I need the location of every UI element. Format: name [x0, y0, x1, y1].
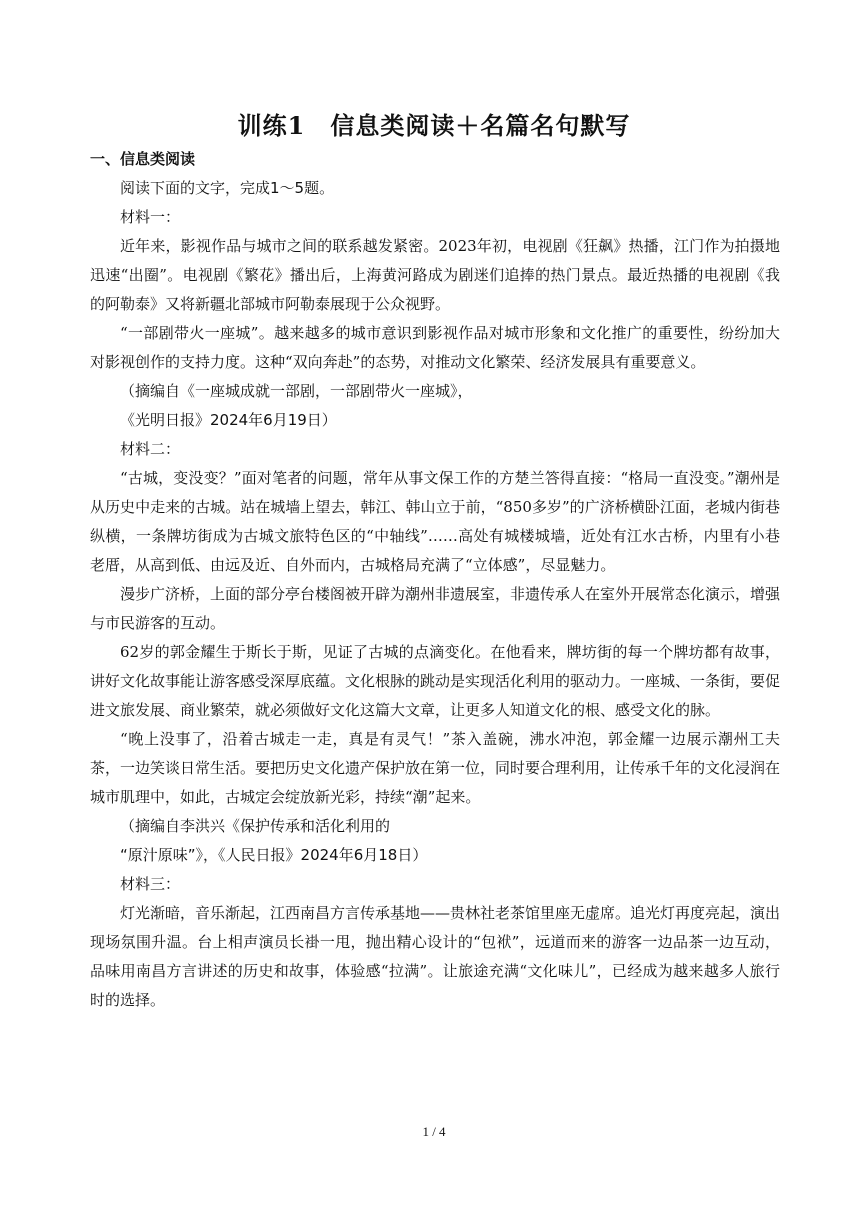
material2-source: “原汁原味”》，《人民日报》2024年6月18日） — [120, 846, 428, 864]
material3-label: 材料三： — [120, 875, 181, 893]
material1-paragraph: “一部剧带火一座城”。越来越多的城市意识到影视作品对城市形象和文化推广的重要性，纷纷加大对影视创作的支持力度。这种“双向奔赴”的态势，对推动文化繁荣、经济发展具有重要意义。 — [90, 324, 780, 371]
material1-label: 材料一： — [120, 208, 181, 226]
material3-paragraph: 灯光渐暗，音乐渐起，江西南昌方言传承基地——贵林社老茶馆里座无虚席。追光灯再度亮起，演出现场氛围升温。台上相声演员长褂一甩，抛出精心设计的“包袱”，远道而来的游客一边品茶一边互动，品味用南昌方言讲述的历史和故事，体验感“拉满”。让旅途充满“文化味儿”，已经成为越来越多人旅行时的选择。 — [90, 904, 781, 1009]
document-body — [90, 174, 780, 1015]
material2-paragraph: 62岁的郭金耀生于斯长于斯，见证了古城的点滴变化。在他看来，牌坊街的每一个牌坊都有故事，讲好文化故事能让游客感受深厚底蕴。文化根脉的跳动是实现活化利用的驱动力。一座城、一条街，要促进文旅发展、商业繁荣，就必须做好文化这篇大文章，让更多人知道文化的根、感受文化的脉。 — [90, 643, 781, 719]
page-number: 1 / 4 — [422, 1124, 446, 1139]
material1-paragraph: 近年来，影视作品与城市之间的联系越发紧密。2023年初，电视剧《狂飙》热播，江门作为拍摄地迅速“出圈”。电视剧《繁花》播出后，上海黄河路成为剧迷们追捧的热门景点。最近热播的电视剧《我的阿勒泰》又将新疆北部城市阿勒泰展现于公众视野。 — [90, 237, 780, 313]
material2-label: 材料二： — [120, 440, 181, 458]
material1-source: （摘编自《一座城成就一部剧，一部剧带火一座城》， — [120, 382, 473, 400]
material2-paragraph: “晚上没事了，沿着古城走一走，真是有灵气！”茶入盖碗，沸水冲泡，郭金耀一边展示潮州工夫茶，一边笑谈日常生活。要把历史文化遗产保护放在第一位，同时要合理利用，让传承千年的文化浸润在城市肌理中，如此，古城定会绽放新光彩，持续“潮”起来。 — [90, 730, 781, 806]
material1-source: 《光明日报》2024年6月19日） — [120, 411, 337, 429]
material2-source: （摘编自李洪兴《保护传承和活化利用的 — [120, 817, 391, 835]
material2-paragraph: 漫步广济桥，上面的部分亭台楼阁被开辟为潮州非遗展室，非遗传承人在室外开展常态化演示，增强与市民游客的互动。 — [90, 585, 781, 632]
section-heading: 一、信息类阅读 — [90, 150, 196, 168]
instruction-text: 阅读下面的文字，完成1～5题。 — [120, 179, 335, 197]
material2-paragraph: “古城，变没变？”面对笔者的问题，常年从事文保工作的方楚兰答得直接：“格局一直没变。”潮州是从历史中走来的古城。站在城墙上望去，韩江、韩山立于前，“850多岁”的广济桥横卧江面，老城内街巷纵横，一条牌坊街成为古城文旅特色区的“中轴线”……高处有城楼城墙，近处有江水古桥，内里有小巷老厝，从高到低、由远及近、自外而内，古城格局充满了“立体感”，尽显魅力。 — [90, 469, 780, 574]
page-title: 训练1 信息类阅读＋名篇名句默写 — [237, 111, 631, 140]
